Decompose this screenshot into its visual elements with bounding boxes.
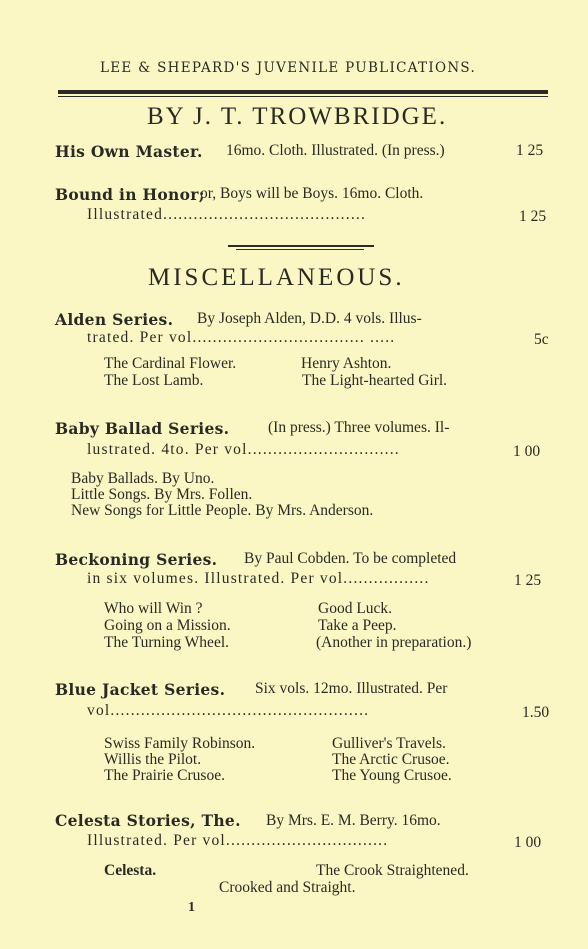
- entry-description: By Joseph Alden, D.D. 4 vols. Illus-: [197, 310, 422, 327]
- entry-price: 1.50: [522, 704, 550, 721]
- entry-title: Baby Ballad Series.: [55, 419, 230, 438]
- book-title: Going on a Mission.: [104, 617, 231, 634]
- section-divider: [228, 245, 374, 247]
- book-title: Good Luck.: [318, 600, 393, 617]
- entry-price: 1 00: [514, 834, 542, 851]
- entry-price: 5c: [534, 331, 549, 348]
- book-title: The Light-hearted Girl.: [302, 372, 448, 389]
- entry-description-cont: in six volumes. Illustrated. Per vol.................: [87, 570, 430, 587]
- entry-price: 1 25: [519, 208, 547, 225]
- section-heading-trowbridge: BY J. T. TROWBRIDGE.: [147, 103, 448, 130]
- book-title: Crooked and Straight.: [219, 879, 356, 896]
- entry-price: 1 25: [514, 572, 542, 589]
- header-rule: [58, 90, 548, 94]
- section-heading-misc: MISCELLANEOUS.: [148, 264, 405, 291]
- book-title: The Young Crusoe.: [332, 767, 452, 784]
- book-title: Gulliver's Travels.: [332, 735, 446, 752]
- entry-title: Celesta Stories, The.: [55, 811, 241, 830]
- entry-description: or, Boys will be Boys. 16mo. Cloth.: [200, 185, 424, 202]
- entry-description: By Mrs. E. M. Berry. 16mo.: [266, 812, 441, 829]
- section-divider-thin: [236, 249, 364, 250]
- entry-title: Blue Jacket Series.: [55, 680, 226, 699]
- entry-description: 16mo. Cloth. Illustrated. (In press.): [226, 142, 445, 159]
- book-title: Who will Win ?: [104, 600, 203, 617]
- entry-title: Beckoning Series.: [55, 550, 218, 569]
- book-title: The Turning Wheel.: [104, 634, 229, 651]
- book-title: Take a Peep.: [318, 617, 397, 634]
- header-rule-thin: [58, 96, 548, 97]
- book-title: The Cardinal Flower.: [104, 355, 237, 372]
- entry-description-cont: Illustrated. Per vol................................: [87, 832, 389, 849]
- entry-title: Alden Series.: [55, 310, 174, 329]
- book-title: The Prairie Crusoe.: [104, 767, 225, 784]
- book-title: Willis the Pilot.: [104, 751, 202, 768]
- entry-description: By Paul Cobden. To be completed: [244, 550, 457, 567]
- signature-mark: 1: [188, 900, 195, 915]
- book-title: The Crook Straightened.: [316, 862, 469, 879]
- running-header: LEE & SHEPARD'S JUVENILE PUBLICATIONS.: [100, 60, 477, 76]
- book-title: The Arctic Crusoe.: [332, 751, 450, 768]
- book-title: The Lost Lamb.: [104, 372, 204, 389]
- entry-description-cont: lustrated. 4to. Per vol..............................: [87, 441, 400, 458]
- book-title: Celesta.: [104, 862, 157, 879]
- entry-title: Bound in Honor;: [55, 185, 205, 204]
- entry-description: (In press.) Three volumes. Il-: [268, 419, 450, 436]
- entry-description: Six vols. 12mo. Illustrated. Per: [255, 680, 448, 697]
- book-title: New Songs for Little People. By Mrs. Anderson.: [71, 502, 374, 519]
- entry-price: 1 00: [513, 443, 541, 460]
- book-title: Henry Ashton.: [301, 355, 392, 372]
- book-title: Little Songs. By Mrs. Follen.: [71, 486, 253, 503]
- entry-title: His Own Master.: [55, 142, 203, 161]
- entry-description-cont: vol...................................................: [87, 702, 370, 719]
- book-title: Baby Ballads. By Uno.: [71, 470, 215, 487]
- entry-description-cont: trated. Per vol.................................. .....: [87, 329, 396, 346]
- book-title: Swiss Family Robinson.: [104, 735, 256, 752]
- entry-price: 1 25: [516, 142, 544, 159]
- entry-description-cont: Illustrated........................................: [87, 206, 367, 223]
- book-title: (Another in preparation.): [316, 634, 472, 651]
